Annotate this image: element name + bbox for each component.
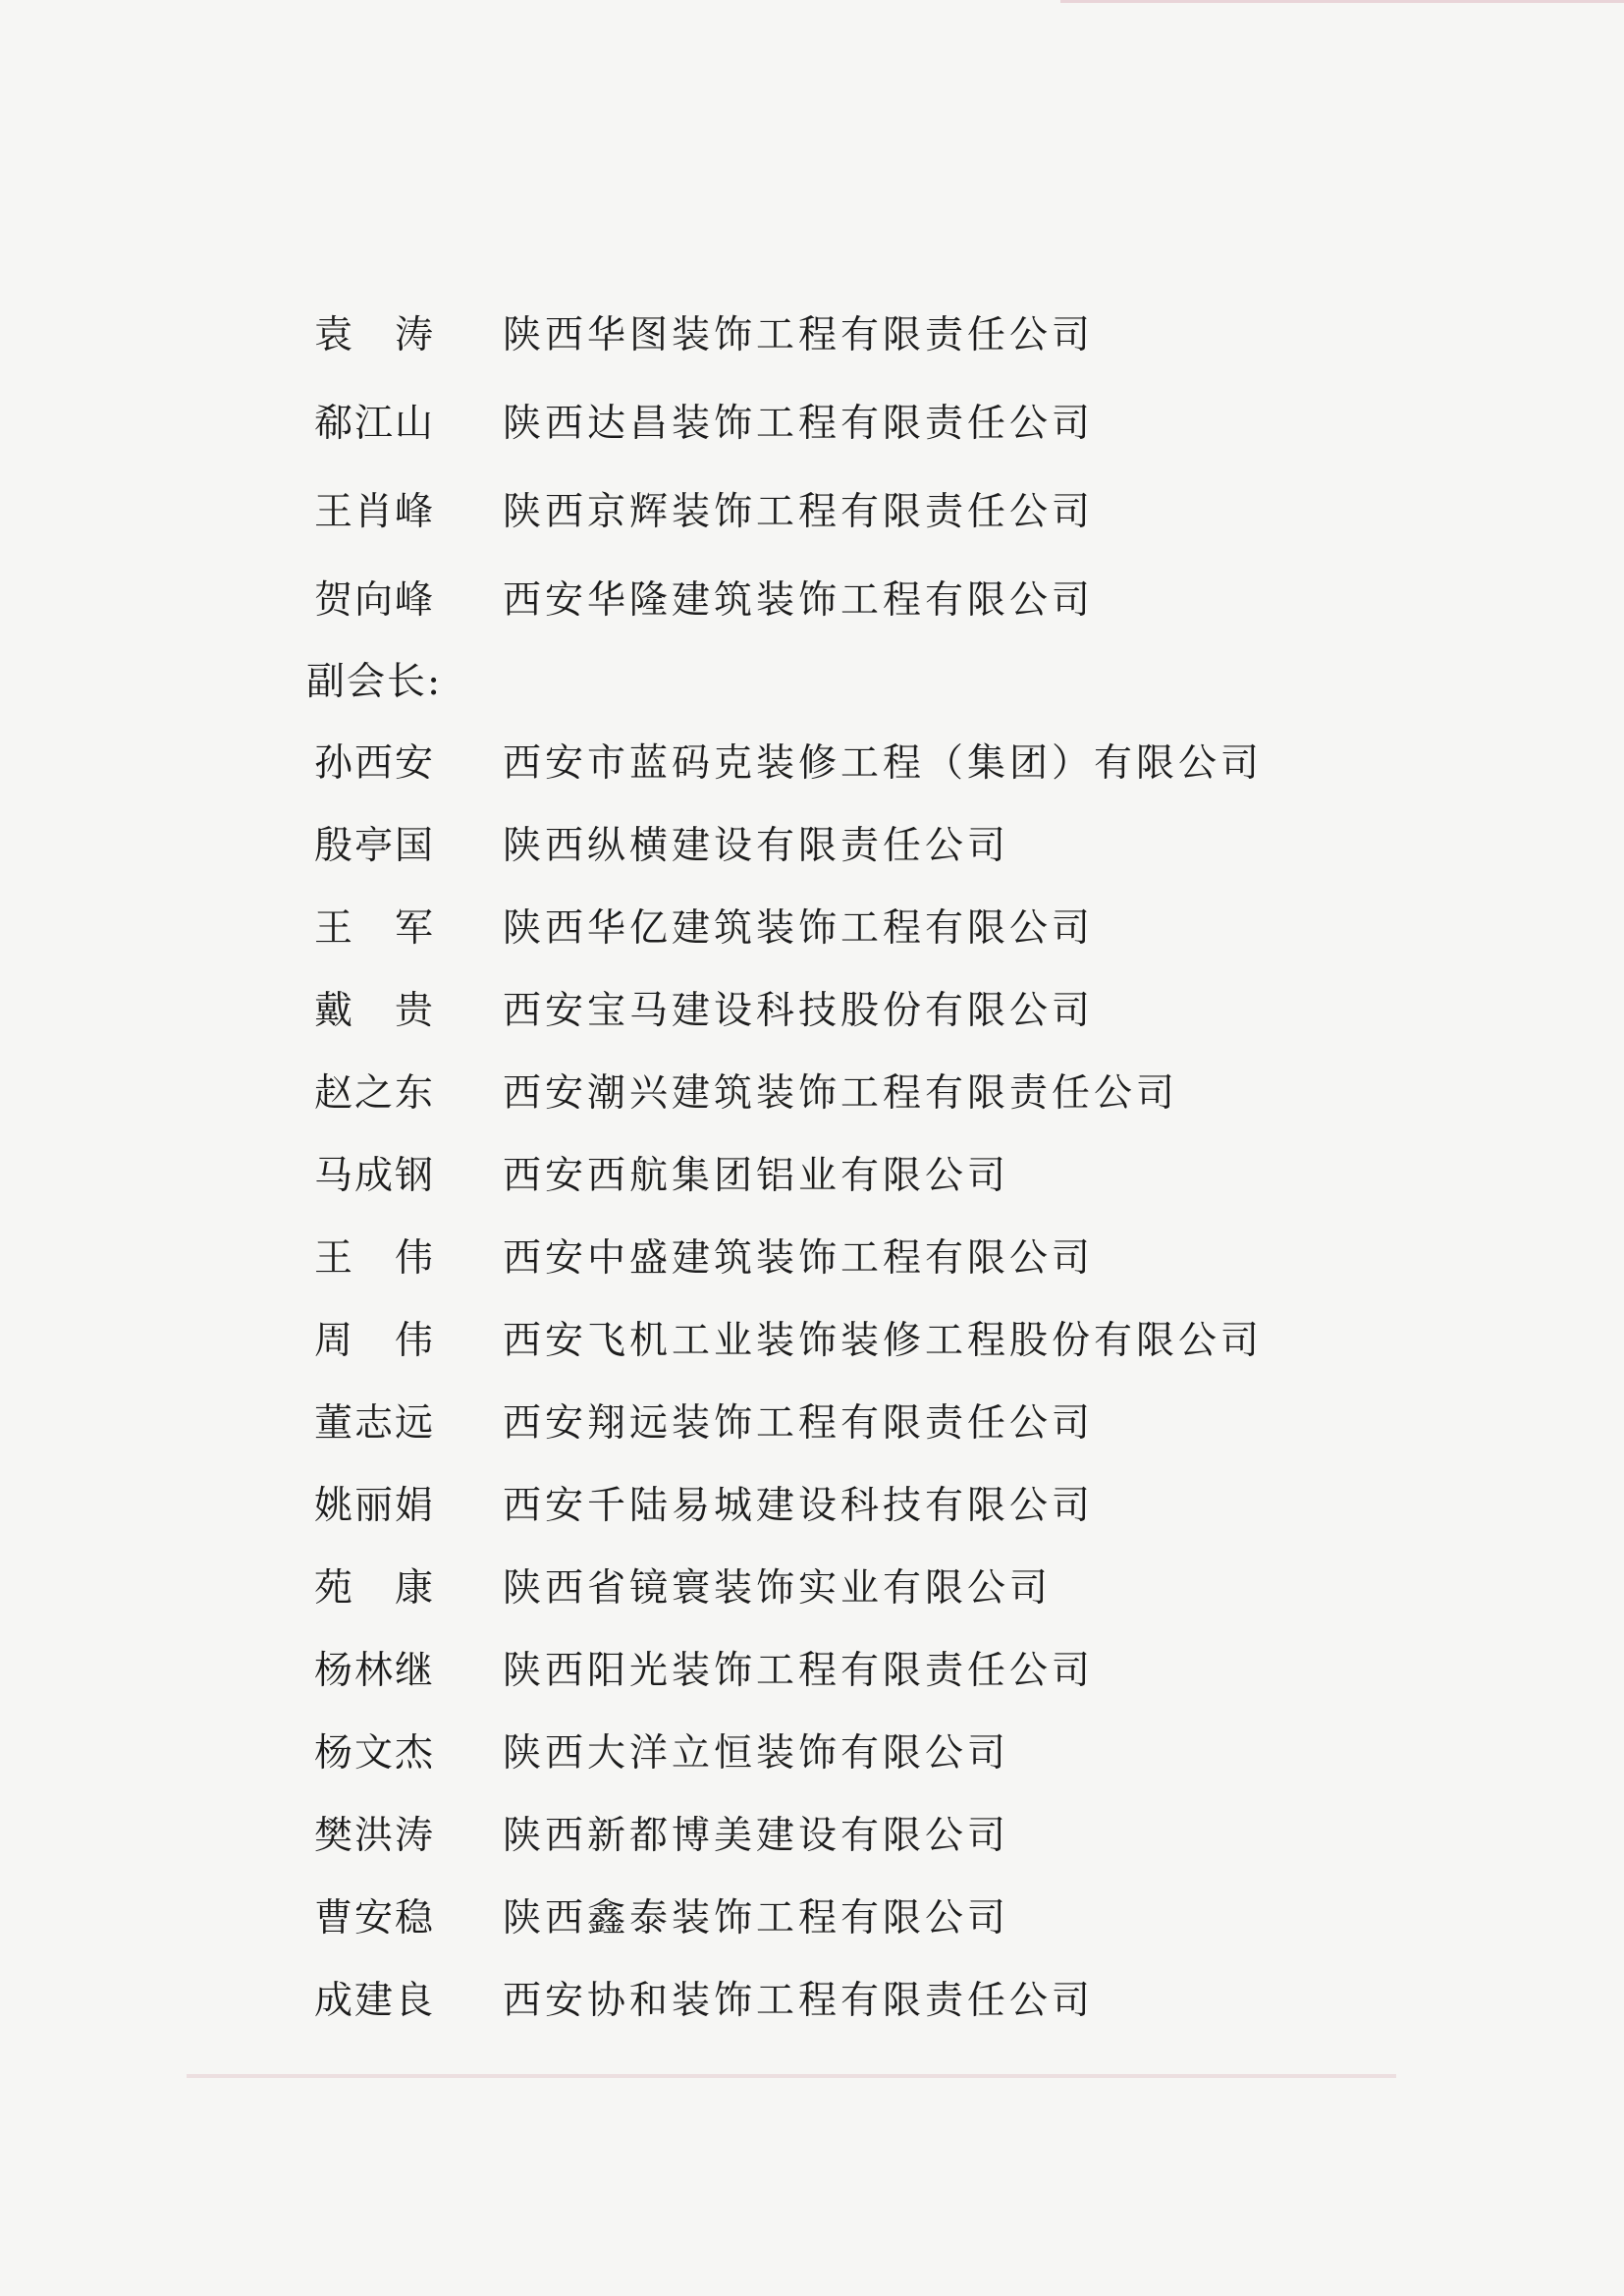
member-company: 陕西鑫泰装饰工程有限公司 xyxy=(503,1896,1010,1941)
member-company: 西安西航集团铝业有限公司 xyxy=(503,1154,1010,1198)
member-company: 西安中盛建筑装饰工程有限公司 xyxy=(503,1236,1095,1281)
member-name: 周 伟 xyxy=(314,1319,436,1363)
member-company: 陕西华亿建筑装饰工程有限公司 xyxy=(503,906,1095,951)
member-name: 曹安稳 xyxy=(314,1896,436,1941)
member-name: 董志远 xyxy=(314,1401,436,1446)
member-name: 戴 贵 xyxy=(314,989,436,1033)
member-name: 赵之东 xyxy=(314,1071,436,1116)
top-edge-mark xyxy=(1060,0,1624,3)
member-name: 郗江山 xyxy=(314,402,436,446)
member-company: 西安千陆易城建设科技有限公司 xyxy=(503,1484,1095,1528)
member-company: 西安潮兴建筑装饰工程有限责任公司 xyxy=(503,1071,1179,1116)
member-name: 贺向峰 xyxy=(314,578,436,623)
member-name: 杨林继 xyxy=(314,1649,436,1693)
member-name: 殷亭国 xyxy=(314,824,436,868)
member-name: 王 军 xyxy=(314,906,436,951)
member-name: 成建良 xyxy=(314,1979,436,2023)
member-name: 姚丽娟 xyxy=(314,1484,436,1528)
member-name: 袁 涛 xyxy=(314,313,436,357)
member-name: 孙西安 xyxy=(314,741,436,786)
member-company: 陕西阳光装饰工程有限责任公司 xyxy=(503,1649,1095,1693)
member-company: 西安翔远装饰工程有限责任公司 xyxy=(503,1401,1095,1446)
member-company: 陕西华图装饰工程有限责任公司 xyxy=(503,313,1095,357)
member-company: 西安华隆建筑装饰工程有限公司 xyxy=(503,578,1095,623)
member-company: 西安飞机工业装饰装修工程股份有限公司 xyxy=(503,1319,1264,1363)
member-company: 陕西新都博美建设有限公司 xyxy=(503,1814,1010,1858)
member-company: 陕西京辉装饰工程有限责任公司 xyxy=(503,490,1095,534)
member-name: 樊洪涛 xyxy=(314,1814,436,1858)
member-name: 杨文杰 xyxy=(314,1731,436,1776)
member-company: 陕西省镜寰装饰实业有限公司 xyxy=(503,1566,1053,1611)
member-company: 西安协和装饰工程有限责任公司 xyxy=(503,1979,1095,2023)
member-company: 陕西大洋立恒装饰有限公司 xyxy=(503,1731,1010,1776)
bottom-divider xyxy=(187,2074,1396,2078)
vice-chairman-heading: 副会长: xyxy=(306,660,443,704)
member-name: 马成钢 xyxy=(314,1154,436,1198)
member-name: 王 伟 xyxy=(314,1236,436,1281)
member-company: 西安市蓝码克装修工程（集团）有限公司 xyxy=(503,741,1264,786)
member-company: 陕西达昌装饰工程有限责任公司 xyxy=(503,402,1095,446)
member-company: 陕西纵横建设有限责任公司 xyxy=(503,824,1010,868)
member-company: 西安宝马建设科技股份有限公司 xyxy=(503,989,1095,1033)
member-name: 苑 康 xyxy=(314,1566,436,1611)
member-name: 王肖峰 xyxy=(314,490,436,534)
